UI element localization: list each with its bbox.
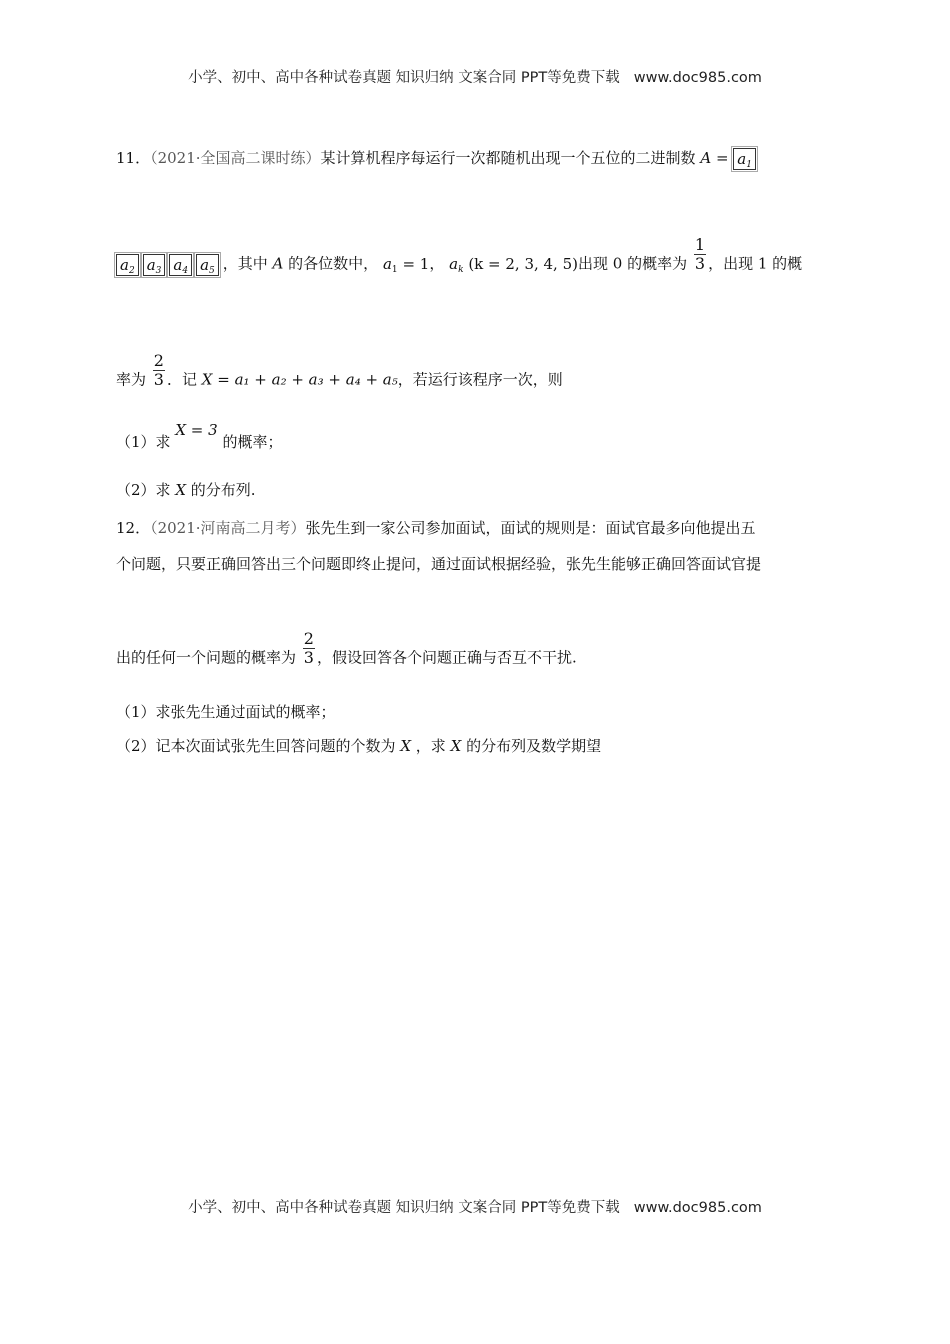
header-text: 小学、初中、高中各种试卷真题 知识归纳 文案合同 PPT等免费下载 [188, 70, 620, 86]
footer-url[interactable]: www.doc985.com [633, 1200, 762, 1216]
digit-box-a4: $a_4$ [169, 254, 192, 276]
q12-text-2: 个问题，只要正确回答出三个问题即终止提问，通过面试根据经验，张先生能够正确回答面试官提 [116, 555, 762, 573]
q12-p2-text-c: 的分布列及数学期望 [466, 737, 602, 755]
q12-text-3b: ，假设回答各个问题正确与否互不干扰. [316, 648, 577, 667]
q12-p1-text: （1）求张先生通过面试的概率； [116, 703, 336, 721]
q12-part-2 [116, 736, 601, 756]
digit-box-a5: $a_5$ [196, 254, 219, 276]
q11-line-3 [116, 351, 563, 399]
q11-p1-label: （1）求 [116, 433, 171, 451]
q12-line-2 [116, 554, 761, 574]
q11-text-2a: ，其中 [222, 254, 268, 273]
q11-text-2d: ，出现 1 的概 [708, 254, 803, 273]
math-ak-cond: $a_k$ (k = 2, 3, 4, 5) [449, 254, 578, 275]
q11-text-2b: 的各位数中， [288, 254, 379, 273]
math-a1-eq-1: $a_1 = 1$ [382, 254, 430, 275]
q11-number: 11． [116, 149, 151, 167]
var-X: X [450, 737, 462, 755]
q11-p2-label: （2）求 [116, 481, 171, 499]
fraction-one-third: $\frac{1}{3}$ [694, 235, 706, 273]
q12-line-1 [116, 518, 756, 538]
q11-part-2 [116, 480, 256, 500]
q11-text-3c: ，若运行该程序一次，则 [397, 370, 563, 389]
fraction-two-thirds: $\frac{2}{3}$ [153, 351, 164, 389]
var-X: X [175, 481, 187, 499]
q12-number: 12． [116, 519, 151, 537]
var-A: A [272, 254, 284, 273]
math-X-sum: X = a₁ + a₂ + a₃ + a₄ + a₅ [201, 370, 398, 389]
q11-A-eq: A = [700, 149, 729, 167]
math-X-eq-3: X = 3 [175, 421, 218, 439]
q11-p1-text: 的概率； [222, 433, 283, 451]
footer-text: 小学、初中、高中各种试卷真题 知识归纳 文案合同 PPT等免费下载 [188, 1200, 620, 1216]
page-footer [0, 1196, 950, 1217]
header-url[interactable]: www.doc985.com [633, 70, 762, 86]
q11-p2-text: 的分布列. [190, 481, 256, 499]
q12-p2-text-b: ，求 [415, 737, 446, 755]
q12-fraction-two-thirds: $\frac{2}{3}$ [303, 629, 314, 667]
q12-text-3a: 出的任何一个问题的概率为 [116, 648, 297, 667]
q11-line-1 [116, 148, 760, 170]
q11-text-2c: 出现 0 的概率为 [578, 254, 688, 273]
q12-source: （2021·河南高二月考） [150, 519, 306, 537]
q12-line-3 [116, 629, 577, 677]
q11-text-3b: ．记 [166, 370, 197, 389]
q11-text-1: 某计算机程序每运行一次都随机出现一个五位的二进制数 [320, 149, 696, 167]
q11-text-3a: 率为 [116, 370, 147, 389]
q12-p2-text-a: （2）记本次面试张先生回答问题的个数为 [116, 737, 396, 755]
digit-box-a1: $a_1$ [733, 148, 756, 170]
digit-box-a2: $a_2$ [116, 254, 139, 276]
q11-line-2: $a_2$ $a_3$ $a_4$ $a_5$ ，其中 A 的各位数中， $a_1 = 1$， $a_k$ (k = 2, 3, 4, 5)出现 0 的概率为 $\frac{1}{3}$ ，出现 1 的概 [116, 246, 802, 283]
q12-text-1: 张先生到一家公司参加面试，面试的规则是：面试官最多向他提出五 [305, 519, 756, 537]
digit-box-a3: $a_3$ [143, 254, 166, 276]
page-header [0, 66, 950, 87]
q11-part-1 [116, 421, 283, 452]
var-X: X [400, 737, 412, 755]
q11-source: （2021·全国高二课时练） [150, 149, 321, 167]
q12-part-1 [116, 702, 336, 722]
